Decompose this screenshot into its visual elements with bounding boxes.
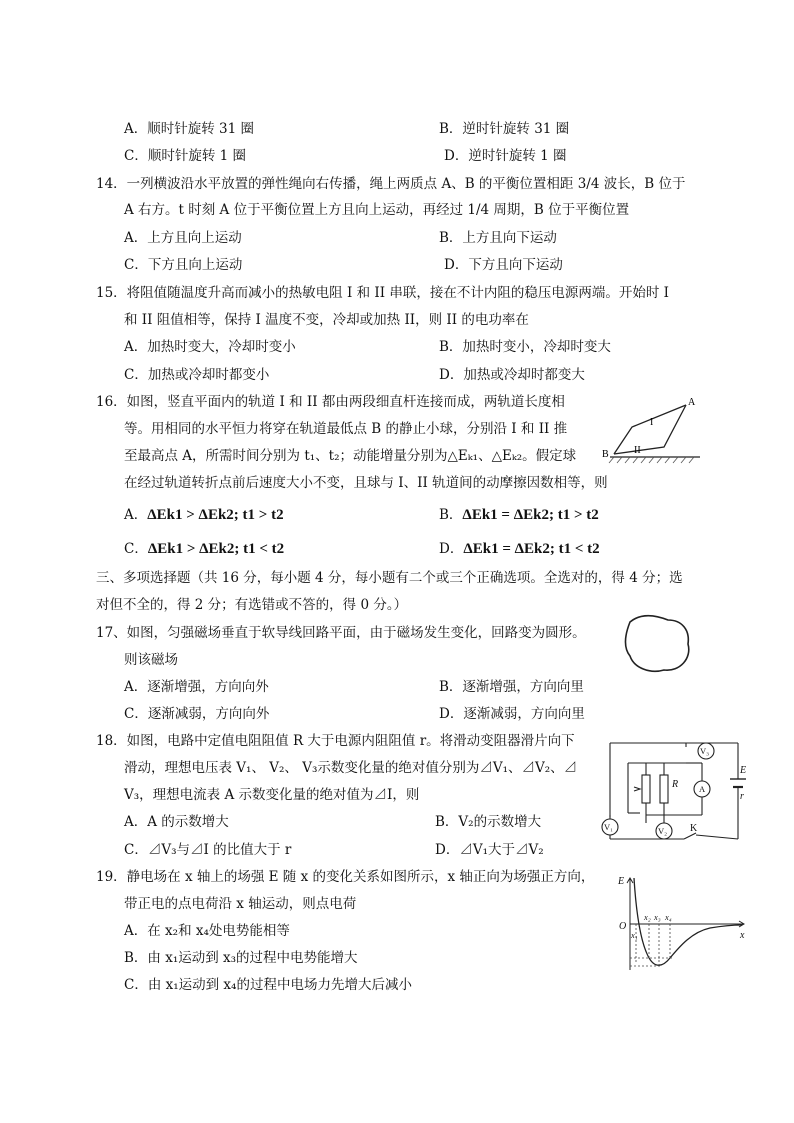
q18-fig-label-v1: V₁ [604,822,614,832]
q17-option-a: A．逐渐增强，方向向外 [124,679,269,695]
q19-fig-label-x2: x₂ [644,912,651,922]
q18-stem-line2: 滑动，理想电压表 V₁、 V₂、 V₃示数变化量的绝对值分别为⊿V₁、⊿V₂、⊿ [124,760,578,776]
q18-fig-label-a: A [699,784,706,794]
q19-option-b: B．由 x₁运动到 x₃的过程中电势能增大 [124,950,358,966]
q14-stem-line2: A 右方。t 时刻 A 位于平衡位置上方且向上运动，再经过 1/4 周期，B 位于平衡位置 [124,202,630,218]
q19-stem-line1: 19．静电场在 x 轴上的场强 E 随 x 的变化关系如图所示，x 轴正向为场强正方向， [96,869,595,885]
q16-fig-label-a: A [688,397,696,408]
q19-fig-label-x1: x₁ [631,930,638,940]
q16-option-d-formula: ΔEk1 = ΔEk2; t1 < t2 [463,541,600,557]
q14-option-d: D．下方且向下运动 [444,257,563,273]
q18-option-b: B．V₂的示数增大 [435,814,542,830]
q18-option-a: A．A 的示数增大 [124,814,229,830]
q13-option-a: A．顺时针旋转 31 圈 [124,121,255,137]
q19-fig-label-x4: x₄ [665,912,672,922]
q16-option-c-formula: ΔEk1 > ΔEk2; t1 < t2 [147,541,285,557]
q16-fig-label-ii: II [634,445,641,456]
q18-fig-label-r-big: R [672,779,679,790]
q13-option-b: B．逆时针旋转 31 圈 [439,121,570,137]
q18-circuit-figure [598,735,748,847]
q16-option-a: A．ΔEk1 > ΔEk2; t1 > t2 [124,507,284,523]
q19-option-a: A．在 x₂和 x₄处电势能相等 [124,923,290,939]
q14-option-a: A．上方且向上运动 [124,230,242,246]
q18-option-c: C．⊿V₃与⊿I 的比值大于 r [124,842,292,858]
q18-fig-label-v3: V₃ [700,746,710,756]
q18-stem-line1: 18．如图，电路中定值电阻阻值 R 大于电源内阻阻值 r。将滑动变阻器滑片向下 [96,733,575,749]
q16-option-a-formula: ΔEk1 > ΔEk2; t1 > t2 [147,507,284,523]
q14-option-b: B．上方且向下运动 [439,230,557,246]
q18-option-d: D．⊿V₁大于⊿V₂ [435,842,544,858]
q13-option-d: D．逆时针旋转 1 圈 [444,148,567,164]
q16-stem-line4: 在经过轨道转折点前后速度大小不变，且球与 I、II 轨道间的动摩擦因数相等，则 [124,475,608,491]
q17-stem-line2: 则该磁场 [124,652,178,668]
q18-fig-label-e: E [740,765,747,776]
q17-wire-loop-figure [620,610,696,676]
q17-stem-line1: 17、如图，匀强磁场垂直于软导线回路平面，由于磁场发生变化，回路变为圆形。 [96,625,586,641]
q14-stem-line1: 14．一列横波沿水平放置的弹性绳向右传播，绳上两质点 A、B 的平衡位置相距 3/4 波长，B 位于 [96,176,686,192]
q17-option-d: D．逐渐减弱，方向向里 [439,706,585,722]
q15-option-d: D．加热或冷却时都变大 [439,367,585,383]
q15-stem-line2: 和 II 阻值相等，保持 I 温度不变，冷却或加热 II，则 II 的电功率在 [124,312,529,328]
q19-option-c: C．由 x₁运动到 x₄的过程中电场力先增大后减小 [124,977,412,993]
q16-option-d: D．ΔEk1 = ΔEk2; t1 < t2 [439,541,600,557]
q16-option-b-formula: ΔEk1 = ΔEk2; t1 > t2 [462,507,599,523]
q19-fig-label-o: O [619,921,627,932]
q16-stem-line3: 至最高点 A，所需时间分别为 t₁、t₂；动能增量分别为△Eₖ₁、△Eₖ₂。假定球 [124,448,577,464]
section3-header-line1: 三、多项选择题（共 16 分，每小题 4 分，每小题有二个或三个正确选项。全选对的，得 4 分；选 [96,570,683,586]
q19-ex-graph-figure [614,870,750,974]
q18-stem-line3: V₃，理想电流表 A 示数变化量的绝对值为⊿I，则 [124,787,420,803]
q18-fig-label-k: K [690,823,698,834]
q18-fig-label-r: r [740,791,744,802]
q19-fig-label-e: E [618,876,625,887]
q16-option-b: B．ΔEk1 = ΔEk2; t1 > t2 [439,507,599,523]
q17-option-c: C．逐渐减弱，方向向外 [124,706,270,722]
q13-option-c: C．顺时针旋转 1 圈 [124,148,247,164]
q19-stem-line2: 带正电的点电荷沿 x 轴运动，则点电荷 [124,896,357,912]
q18-fig-label-v2: V₂ [658,826,668,836]
q16-stem-line2: 等。用相同的水平恒力将穿在轨道最低点 B 的静止小球，分别沿 I 和 II 推 [124,421,568,437]
q14-option-c: C．下方且向上运动 [124,257,243,273]
q16-fig-label-i: I [650,417,654,428]
q19-fig-label-x3: x₃ [654,912,661,922]
q19-fig-label-x: x [740,930,745,941]
q16-stem-line1: 16．如图，竖直平面内的轨道 I 和 II 都由两段细直杆连接而成，两轨道长度相 [96,394,565,410]
section3-header-line2: 对但不全的，得 2 分；有选错或不答的，得 0 分。） [96,597,408,613]
q17-option-b: B．逐渐增强，方向向里 [439,679,584,695]
q15-option-b: B．加热时变小，冷却时变大 [439,339,611,355]
q15-option-c: C．加热或冷却时都变小 [124,367,270,383]
q15-stem-line1: 15．将阻值随温度升高而减小的热敏电阻 I 和 II 串联，接在不计内阻的稳压电源两端。开始时 I [96,285,669,301]
q16-fig-label-b: B [602,449,609,460]
q15-option-a: A．加热时变大，冷却时变小 [124,339,296,355]
q16-option-c: C．ΔEk1 > ΔEk2; t1 < t2 [124,541,285,557]
q16-track-figure [600,395,708,465]
